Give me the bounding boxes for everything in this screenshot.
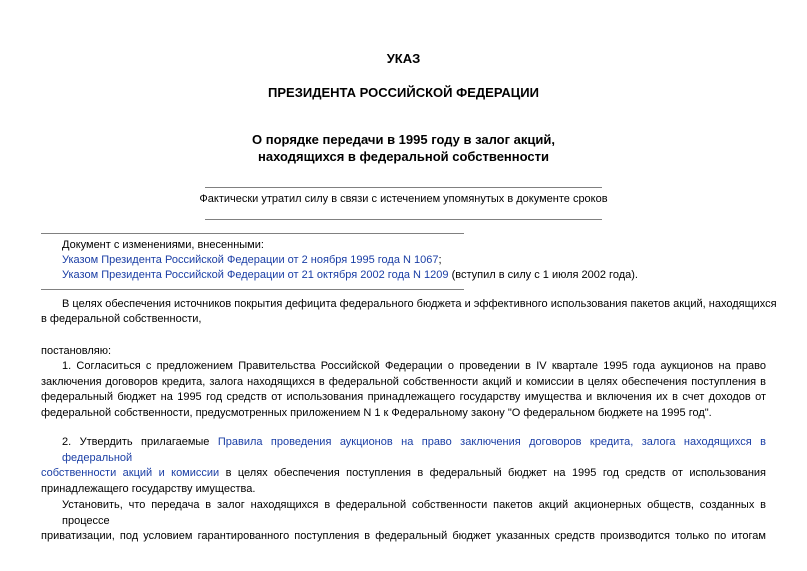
item-3-line1: Установить, что передача в залог находящихся в федеральной собственности пакетов акций акционерных обществ, созданных в процессе bbox=[62, 499, 766, 527]
preamble-line2: в федеральной собственности, bbox=[41, 313, 202, 325]
document-title-line2: находящихся в федеральной собственности bbox=[258, 149, 549, 164]
item-2-line3: принадлежащего государству имущества. bbox=[41, 482, 256, 495]
auction-rules-link-part1[interactable]: Правила проведения аукционов на право заключения договоров кредита, залога находящихся в федеральной bbox=[62, 436, 766, 464]
decree-word: постановляю: bbox=[41, 345, 112, 357]
changes-bottom-rule bbox=[41, 289, 464, 290]
item-2-line2-suffix: в целях обеспечения поступления в федеральный бюджет на 1995 год средств от использования bbox=[219, 467, 766, 480]
preamble-line1: В целях обеспечения источников покрытия дефицита федерального бюджета и эффективного использования пакетов акций, находящихся bbox=[62, 298, 777, 310]
item-1-line1: 1. Согласиться с предложением Правительства Российской Федерации о проведении в IV квартале 1995 года аукционов на право bbox=[62, 360, 766, 372]
item-1-paragraph bbox=[41, 359, 766, 421]
changes-item-1-suffix: ; bbox=[438, 254, 442, 266]
item-2-line1 bbox=[41, 435, 766, 466]
auction-rules-link-part2[interactable]: собственности акций и комиссии bbox=[41, 467, 220, 480]
status-bottom-rule bbox=[205, 219, 602, 220]
changes-top-rule bbox=[41, 233, 464, 234]
item-1-line4: федеральной собственности, предусмотренных приложением N 1 к Федеральному закону "О федеральном бюджете на 1995 год". bbox=[41, 406, 712, 419]
status-top-rule bbox=[205, 187, 602, 188]
item-3-paragraph bbox=[41, 498, 766, 545]
document-title-line1: О порядке передачи в 1995 году в залог акций, bbox=[252, 132, 555, 147]
amendment-link-1209[interactable]: Указом Президента Российской Федерации от 21 октября 2002 года N 1209 bbox=[62, 269, 449, 281]
item-1-line3: федеральный бюджет на 1995 год средств от использования принадлежащего государству имущества и включения их в счет доходов от bbox=[41, 391, 766, 404]
decree-type-heading: УКАЗ bbox=[386, 51, 421, 66]
amendment-link-1067[interactable]: Указом Президента Российской Федерации от 2 ноября 1995 года N 1067 bbox=[62, 254, 439, 266]
status-note: Фактически утратил силу в связи с истечением упомянутых в документе сроков bbox=[199, 193, 608, 205]
changes-item-2 bbox=[62, 268, 638, 284]
item-2-prefix: 2. Утвердить прилагаемые bbox=[62, 436, 218, 448]
changes-item-1 bbox=[62, 253, 442, 269]
item-1-line2: заключения договоров кредита, залога находящихся в федеральной собственности акций и комиссии в целях обеспечения поступления в bbox=[41, 375, 766, 388]
item-2-line2 bbox=[41, 466, 766, 482]
issuer-heading: ПРЕЗИДЕНТА РОССИЙСКОЙ ФЕДЕРАЦИИ bbox=[268, 85, 539, 100]
changes-intro: Документ с изменениями, внесенными: bbox=[62, 239, 264, 251]
changes-item-2-suffix: (вступил в силу с 1 июля 2002 года). bbox=[448, 269, 638, 281]
item-3-line2: приватизации, под условием гарантированного поступления в федеральный бюджет указанных средств производится только по итогам bbox=[41, 530, 766, 543]
item-2-paragraph bbox=[41, 435, 766, 497]
